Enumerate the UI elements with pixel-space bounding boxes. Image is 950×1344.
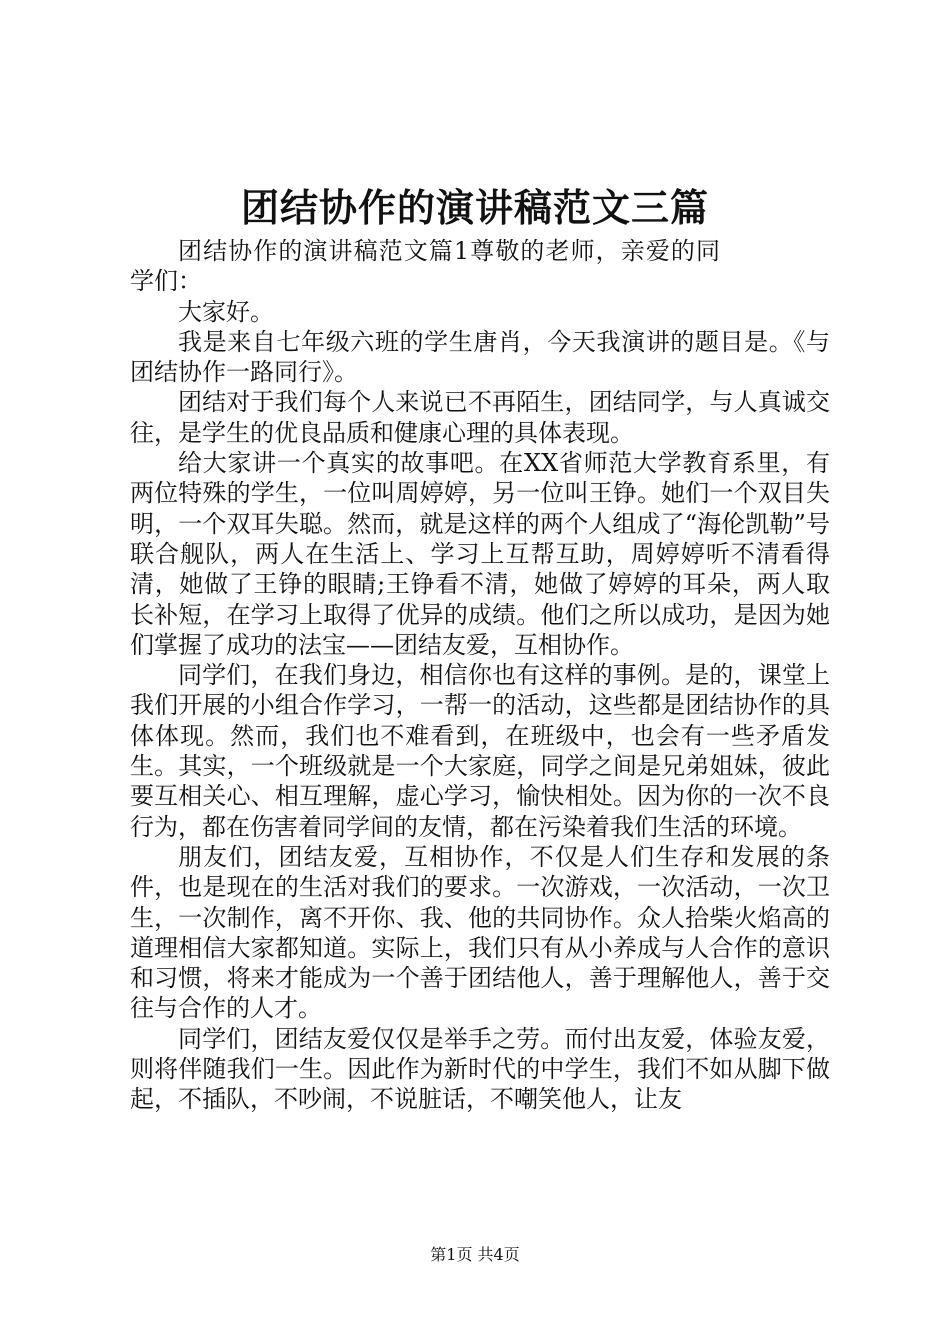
paragraph-5: 给大家讲一个真实的故事吧。在XX省师范大学教育系里，有两位特殊的学生，一位叫周婷婷，另一位叫王铮。她们一个双目失明，一个双耳失聪。然而，就是这样的两个人组成了“海伦凯勒”号联合舰队，两人在生活上、学习上互帮互助，周婷婷听不清看得清，她做了王铮的眼睛;王铮看不清，她做了婷婷的耳朵，两人取长补短，在学习上取得了优异的成绩。他们之所以成功，是因为她们掌握了成功的法宝——团结友爱，互相协作。 xyxy=(130,449,830,659)
paragraph-8: 同学们，团结友爱仅仅是举手之劳。而付出友爱，体验友爱，则将伴随我们一生。因此作为新时代的中学生，我们不如从脚下做起，不插队，不吵闹，不说脏话，不嘲笑他人，让友 xyxy=(130,1024,830,1114)
page-footer: 第1页 共4页 xyxy=(430,1245,520,1264)
paragraph-3: 我是来自七年级六班的学生唐肖，今天我演讲的题目是。《与团结协作一路同行》。 xyxy=(130,327,830,387)
paragraph-7: 朋友们，团结友爱，互相协作，不仅是人们生存和发展的条件，也是现在的生活对我们的要求。一次游戏，一次活动，一次卫生，一次制作，离不开你、我、他的共同协作。众人拾柴火焰高的道理相信大家都知道。实际上，我们只有从小养成与人合作的意识和习惯，将来才能成为一个善于团结他人，善于理解他人，善于交往与合作的人才。 xyxy=(130,842,830,1023)
paragraph-4: 团结对于我们每个人来说已不再陌生，团结同学，与人真诚交往，是学生的优良品质和健康心理的具体表现。 xyxy=(130,388,830,447)
paragraph-1: 团结协作的演讲稿范文篇1尊敬的老师，亲爱的同学们： xyxy=(130,237,720,296)
paragraph-6: 同学们，在我们身边，相信你也有这样的事例。是的，课堂上我们开展的小组合作学习，一帮一的活动，这些都是团结协作的具体体现。然而，我们也不难看到，在班级中，也会有一些矛盾发生。其实，一个班级就是一个大家庭，同学之间是兄弟姐妹，彼此要互相关心、相互理解，虚心学习，愉快相处。因为你的一次不良行为，都在伤害着同学间的友情，都在污染着我们生活的环境。 xyxy=(130,661,830,841)
document-title: 团结协作的演讲稿范文三篇 xyxy=(240,185,709,230)
paragraph-2: 大家好。 xyxy=(178,297,274,326)
document-body xyxy=(130,236,830,1115)
